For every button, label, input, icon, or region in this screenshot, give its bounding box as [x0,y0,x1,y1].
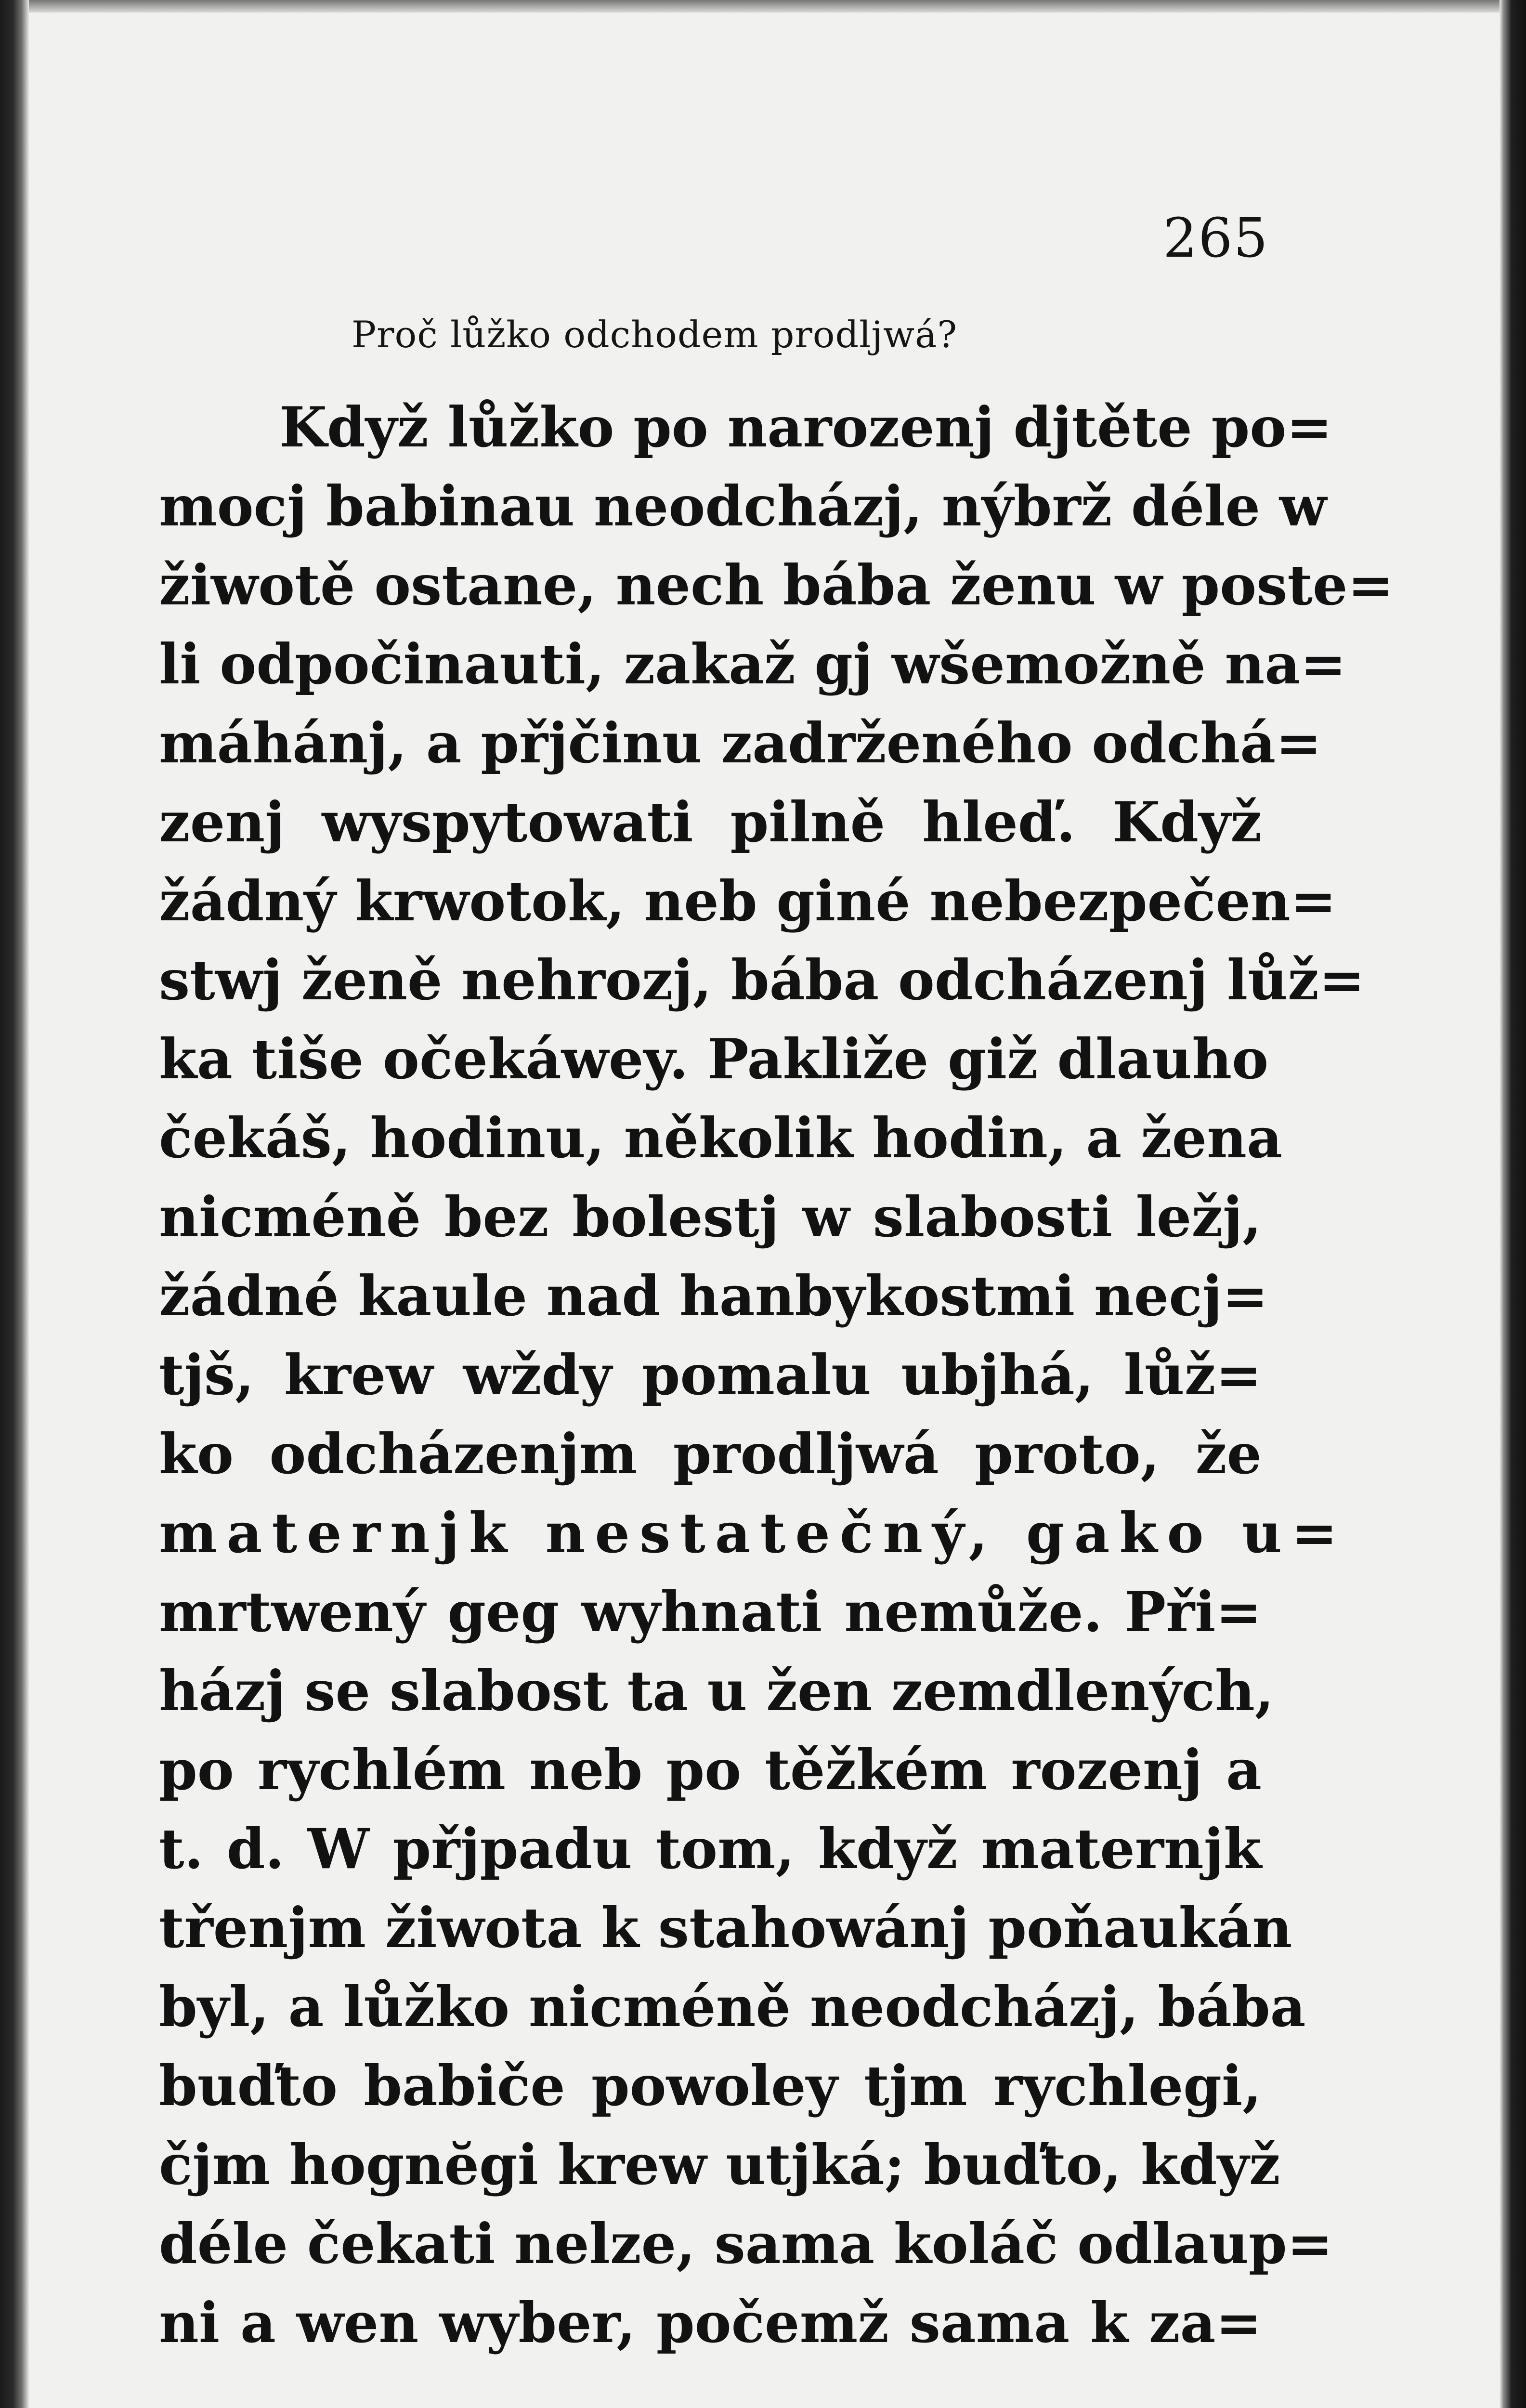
text-line: maternjk nestatečný, gako u= [159,1501,1347,1565]
text-line: tjš, krew wždy pomalu ubjhá, lůž= [159,1343,1262,1407]
text-line: ko odcházenjm prodljwá proto, že [159,1422,1262,1486]
text-line: nicméně bez bolestj w slabosti ležj, [159,1185,1262,1249]
text-line: čekáš, hodinu, několik hodin, a žena [159,1106,1282,1170]
text-line: máhánj, a přjčinu zadrženého odchá= [159,711,1322,775]
text-line: ka tiše očekáwey. Pakliže giž dlauho [159,1027,1269,1091]
body-paragraph [159,388,1394,2362]
text-line: házj se slabost ta u žen zemdlených, [159,1659,1274,1723]
text-line: buďto babiče powoley tjm rychlegi, [159,2054,1262,2118]
text-line: žádné kaule nad hanbykostmi necj= [159,1264,1268,1328]
text-line: ni a wen wyber, počemž sama k za= [159,2290,1262,2355]
text-line: li odpočinauti, zakaž gj wšemožně na= [159,632,1346,696]
text-line: mocj babinau neodcházj, nýbrž déle w [159,474,1327,538]
text-line: stwj ženě nehrozj, bába odcházenj lůž= [159,948,1365,1012]
text-line: čjm hognĕgi krew utjká; buďto, když [159,2133,1280,2197]
text-line: zenj wyspytowati pilně hleď. Když [159,790,1262,854]
scan-right-edge-shadow [1500,0,1526,2408]
text-line: Když lůžko po narozenj djtěte po= [279,395,1332,459]
scan-left-edge-shadow [0,0,29,2408]
text-line: mrtwený geg wyhnati nemůže. Při= [159,1580,1262,1644]
scan-top-shadow [0,0,1526,13]
page-number: 265 [1163,207,1269,270]
running-head: Proč lůžko odchodem prodljwá? [352,313,958,356]
text-line: třenjm žiwota k stahowánj poňaukán [159,1896,1292,1960]
text-line: t. d. W přjpadu tom, když maternjk [159,1817,1262,1881]
text-line: byl, a lůžko nicméně neodcházj, bába [159,1975,1306,2039]
text-line: žádný krwotok, neb giné nebezpečen= [159,869,1337,933]
text-line: po rychlém neb po těžkém rozenj a [159,1738,1262,1802]
text-line: žiwotě ostane, nech bába ženu w poste= [159,553,1394,617]
text-line: déle čekati nelze, sama koláč odlaup= [159,2212,1333,2276]
